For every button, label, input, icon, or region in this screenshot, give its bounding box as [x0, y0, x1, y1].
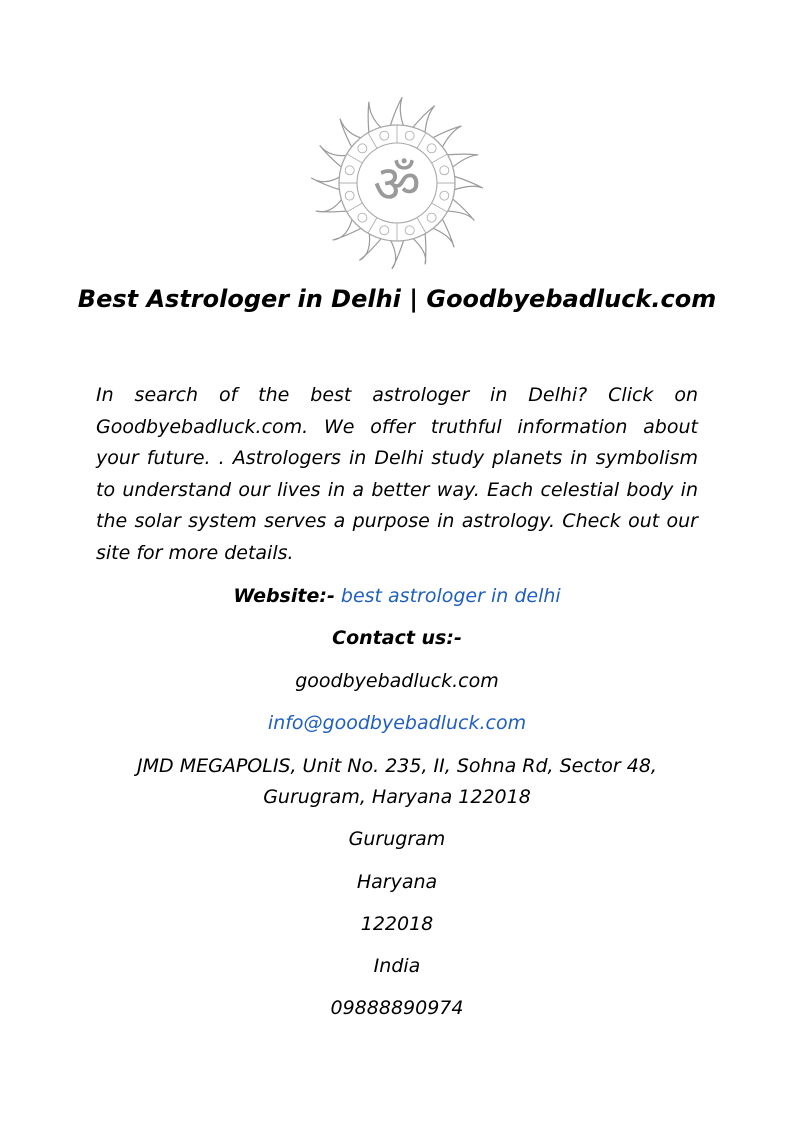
city-text: Gurugram [348, 828, 446, 850]
om-zodiac-sun-icon [308, 94, 486, 272]
page-title: Best Astrologer in Delhi | Goodbyebadluck.com [77, 285, 717, 313]
sun-ray [390, 97, 405, 127]
domain-text: goodbyebadluck.com [295, 670, 499, 692]
email-link[interactable]: info@goodbyebadluck.com [267, 712, 527, 734]
address-line-1: JMD MEGAPOLIS, Unit No. 235, II, Sohna Rd, Sector 48, [137, 755, 657, 777]
email-line [0, 708, 794, 738]
website-line [0, 581, 794, 611]
postal-code-text: 122018 [360, 913, 434, 935]
sun-ray [311, 176, 341, 191]
om-glyph: ॐ [373, 155, 421, 215]
address-line-2: Gurugram, Haryana 122018 [263, 786, 531, 808]
website-label: Website:- [233, 585, 335, 607]
website-link[interactable]: best astrologer in delhi [340, 585, 561, 607]
state-text: Haryana [356, 871, 438, 893]
phone-text: 09888890974 [330, 997, 464, 1019]
intro-paragraph: In search of the best astrologer in Delhi? Click on Goodbyebadluck.com. We offer truthful information about your future. . Astrologers in Delhi study planets in symbolism to understand our lives in a better way. Each celestial body in the solar system serves a purpose in astrology. Check out our site for more details. [96, 384, 698, 564]
sun-ray [390, 239, 405, 269]
contact-label: Contact us:- [332, 627, 462, 649]
sun-ray [453, 176, 483, 191]
country-text: India [373, 955, 421, 977]
